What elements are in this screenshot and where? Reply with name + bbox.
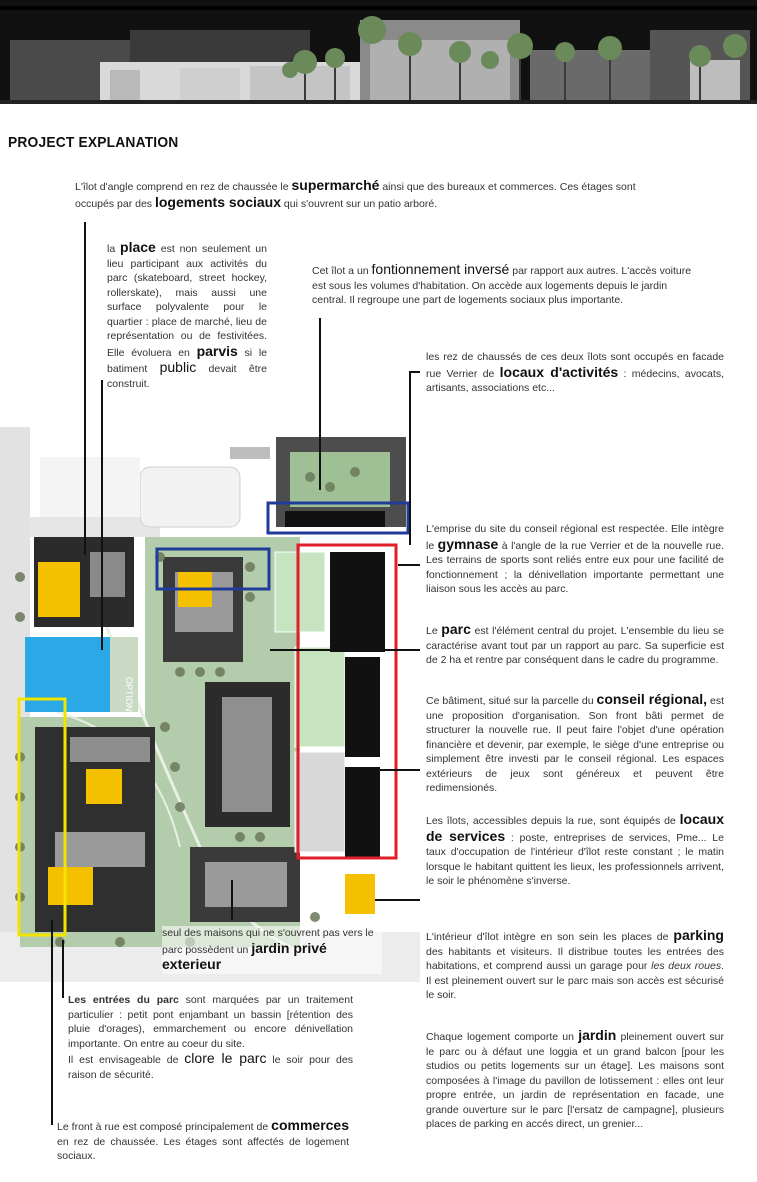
text-jardin-prive: seul des maisons qui ne s'ouvrent pas vers le parc possèdent un jardin privé exterieur bbox=[162, 926, 382, 974]
site-plan bbox=[0, 427, 420, 982]
plan-option-label: OPTION bbox=[124, 677, 134, 712]
text-supermarket: L'îlot d'angle comprend en rez de chaussée le supermarché ainsi que des bureaux et commerces. Ces étages sont occupés par des logements sociaux qui s'ouvrent sur un patio arboré. bbox=[75, 177, 636, 210]
text-activities: les rez de chaussés de ces deux îlots sont occupés en facade rue Verrier de locaux d'activités : médecins, avocats, artisants, associations etc... bbox=[426, 351, 724, 394]
text-parking: L'intérieur d'îlot intègre en son sein les places de parking des habitants et visiteurs. Il distribue toutes les entrées des habitations, et comprend aussi un garage pour les deux roues. Il est pleinement ouvert sur le parc mais son accès est sécurisé le soir. bbox=[426, 927, 724, 1001]
text-parc: Le parc est l'élément central du projet. L'ensemble du lieu se caractérise avant tout par un rapport au parc. Sa superficie est de 2 ha et rentre par conséquent dans le cadre du programme. bbox=[426, 621, 724, 666]
street-elevation bbox=[0, 0, 757, 110]
text-services: Les îlots, accessibles depuis la rue, sont équipés de locaux de services : poste, entreprises de services, Pme... Le taux d'occupation de l'intérieur d'îlot reste constant ; le matin lorsque le habitant quittent les lieux, les professionnels arrivent, le soir le phénomène s'inverse. bbox=[426, 811, 724, 887]
page-title: PROJECT EXPLANATION bbox=[8, 134, 179, 151]
text-jardin: Chaque logement comporte un jardin pleinement ouvert sur le parc ou à défaut une loggia et un grand balcon [pour les studios ou petits logements sur un étage]. Les maisons sont composées à l'image du pavillon de lotissement : elles ont leur propre entrée, un jardin de représentation en facade, une grande ouverture sur le parc [l'ersatz de campagne], plusieurs places de parking en accés direct, un grenier... bbox=[426, 1027, 725, 1130]
text-inverted-block: Cet îlot a un fontionnement inversé par rapport aux autres. L'accès voiture est sous les volumes d'habitation. On accède aux logements depuis le jardin central. Il regroupe une part de logements sociaux plus importante. bbox=[312, 261, 692, 306]
text-conseil-regional: Ce bâtiment, situé sur la parcelle du conseil régional, est une proposition d'organisation. Son front bâti permet de structurer la nouvelle rue. Il peut faire l'objet d'une opération financière et devenir, par exemple, le siège d'une entreprise ou simplement être investi par le conseil régional. Les espaces extérieurs de jeux sont généreux et peuvent être redimensionés. bbox=[426, 691, 724, 794]
text-gymnase: L'emprise du site du conseil régional est respectée. Elle intègre le gymnase à l'angle de la rue Verrier et de la nouvelle rue. Les terrains de sports sont reliés entre eux pour une facilité de fonctionnement ; la dénivellation importante permettant une liaison sous les accès au parc. bbox=[426, 523, 724, 595]
text-commerces: Le front à rue est composé principalement de commerces en rez de chaussée. Les étages sont affectés de logement sociaux. bbox=[57, 1117, 349, 1162]
text-place: la place est non seulement un lieu participant aux activités du parc (skateboard, street hockey, rollerskate), mais aussi une surface polyvalente pour le quartier : place de marché, lieu de représentation ou de festivitées. Elle évoluera en parvis si le batiment public devait être construit. bbox=[107, 239, 268, 390]
text-entrees-parc: Les entrées du parc sont marquées par un traitement particulier : petit pont enjambant un bassin [rétention des pluie d'orages), emmarchement ou encore dénivellation importante. On entre au coeur du site. Il est envisageable de clore le parc le soir pour des raison de sécurité. bbox=[68, 994, 353, 1081]
